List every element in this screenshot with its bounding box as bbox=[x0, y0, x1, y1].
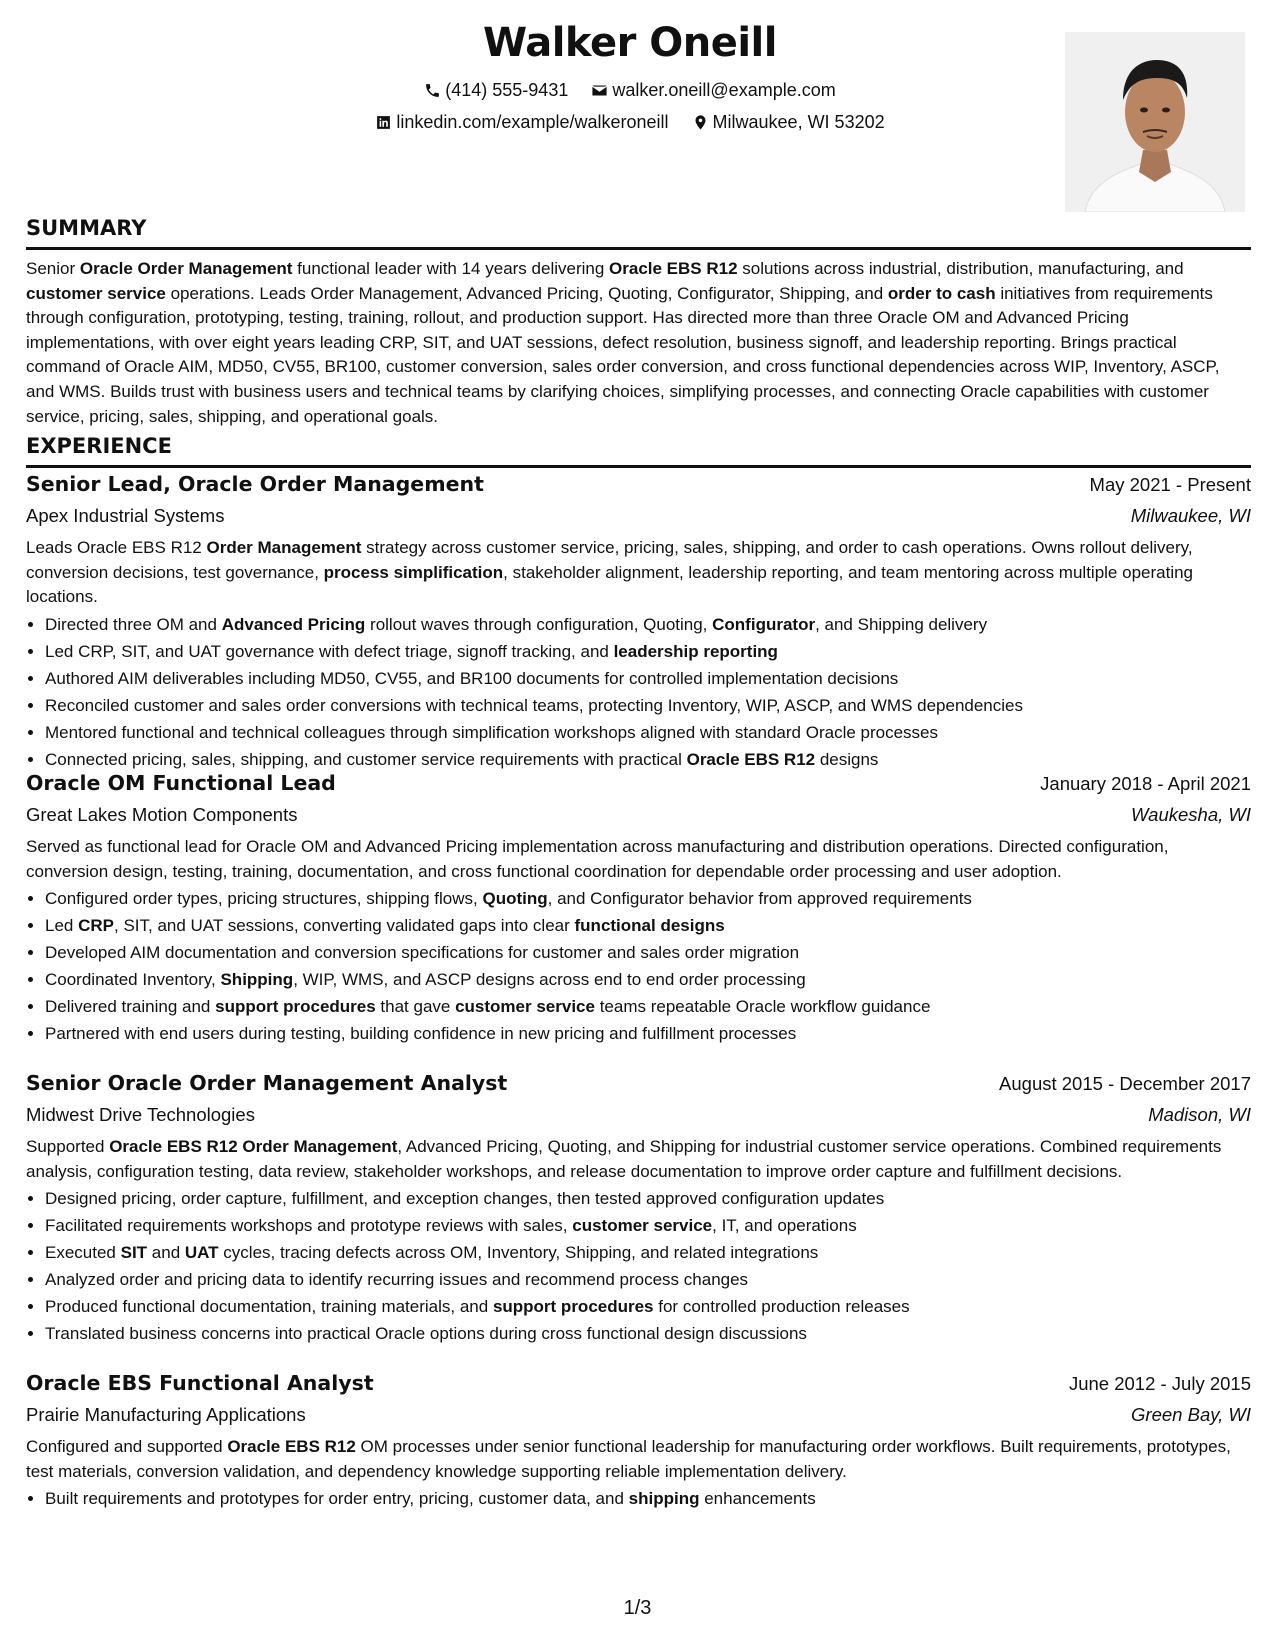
text-run: , and Shipping delivery bbox=[815, 614, 988, 634]
job-title: Oracle OM Functional Lead bbox=[26, 771, 336, 795]
bold-text: CRP bbox=[78, 916, 114, 936]
profile-photo bbox=[1065, 32, 1245, 212]
text-run: for controlled production releases bbox=[653, 1297, 910, 1317]
bullet-item bbox=[45, 1185, 1251, 1212]
job-bullets bbox=[26, 1185, 1251, 1347]
text-run: Led bbox=[45, 916, 79, 936]
job-location: Madison, WI bbox=[1148, 1104, 1251, 1125]
job-entry bbox=[26, 768, 1251, 1047]
bullet-item bbox=[45, 638, 1251, 665]
text-run: , and Configurator behavior from approved requirements bbox=[547, 889, 972, 909]
text-run: Mentored functional and technical colleagues through simplification workshops aligned with standard Oracle processes bbox=[45, 722, 938, 742]
bullet-item bbox=[45, 1293, 1251, 1320]
job-dates: August 2015 - December 2017 bbox=[999, 1073, 1251, 1094]
text-run: , IT, and operations bbox=[712, 1216, 857, 1236]
job-bullets bbox=[26, 885, 1251, 1047]
summary-text bbox=[26, 257, 1251, 429]
bold-text: Configurator bbox=[712, 614, 816, 634]
text-run: and bbox=[147, 1243, 185, 1263]
job-entry bbox=[26, 1368, 1251, 1512]
bullet-item bbox=[45, 611, 1251, 638]
bold-text: support procedures bbox=[492, 1297, 654, 1317]
text-run: rollout waves through configuration, Quoting, bbox=[365, 614, 713, 634]
bold-text: UAT bbox=[184, 1243, 219, 1263]
summary-section bbox=[26, 214, 1251, 429]
job-dates: May 2021 - Present bbox=[1089, 474, 1251, 495]
summary-heading: SUMMARY bbox=[26, 216, 147, 240]
bullet-item bbox=[45, 885, 1251, 912]
text-run: solutions across industrial, distribution, manufacturing, and bbox=[737, 259, 1184, 278]
text-run: Partnered with end users during testing, building confidence in new pricing and fulfillment processes bbox=[45, 1024, 797, 1044]
text-run: Developed AIM documentation and conversion specifications for customer and sales order migration bbox=[45, 943, 800, 963]
bold-text: Shipping bbox=[220, 970, 294, 990]
phone-icon bbox=[424, 82, 441, 99]
job-description bbox=[26, 1135, 1251, 1184]
text-run: Translated business concerns into practical Oracle options during cross functional design discussions bbox=[45, 1324, 807, 1344]
bold-text: shipping bbox=[628, 1489, 700, 1509]
job-description bbox=[26, 1435, 1251, 1484]
text-run: that gave bbox=[375, 997, 456, 1017]
bold-text: Oracle EBS R12 bbox=[227, 1437, 356, 1456]
text-run: Connected pricing, sales, shipping, and customer service requirements with practical bbox=[45, 749, 687, 769]
experience-heading: EXPERIENCE bbox=[26, 434, 172, 458]
portrait-image bbox=[1065, 32, 1245, 212]
text-run: Directed three OM and bbox=[45, 614, 222, 634]
bold-text: customer service bbox=[455, 997, 595, 1017]
candidate-name: Walker Oneill bbox=[483, 20, 777, 66]
job-location: Green Bay, WI bbox=[1131, 1404, 1251, 1425]
email-contact[interactable] bbox=[591, 80, 835, 101]
bold-text: support procedures bbox=[215, 997, 376, 1017]
text-run: Supported bbox=[26, 1137, 110, 1156]
bullet-item bbox=[45, 993, 1251, 1020]
text-run: Configured order types, pricing structures, shipping flows, bbox=[45, 889, 483, 909]
text-run: , WIP, WMS, and ASCP designs across end to end order processing bbox=[293, 970, 806, 990]
text-run: designs bbox=[815, 749, 879, 769]
job-bullets bbox=[26, 611, 1251, 773]
phone-contact[interactable] bbox=[424, 80, 568, 101]
bullet-item bbox=[45, 1320, 1251, 1347]
job-company: Apex Industrial Systems bbox=[26, 505, 225, 526]
job-title: Senior Lead, Oracle Order Management bbox=[26, 472, 484, 496]
text-run: Configured and supported bbox=[26, 1437, 228, 1456]
linkedin-text: linkedin.com/example/walkeroneill bbox=[396, 112, 669, 132]
text-run: Designed pricing, order capture, fulfillment, and exception changes, then tested approved configuration updates bbox=[45, 1189, 885, 1209]
text-run: operations. Leads Order Management, Advanced Pricing, Quoting, Configurator, Shipping, and bbox=[165, 283, 888, 303]
job-entry bbox=[26, 1068, 1251, 1347]
text-run: functional leader with 14 years delivering bbox=[292, 259, 610, 278]
location-contact bbox=[692, 112, 885, 133]
job-description bbox=[26, 835, 1251, 884]
job-description bbox=[26, 536, 1251, 610]
text-run: Analyzed order and pricing data to identify recurring issues and recommend process changes bbox=[45, 1270, 749, 1290]
envelope-icon bbox=[591, 82, 608, 99]
email-text: walker.oneill@example.com bbox=[612, 80, 836, 100]
job-dates: January 2018 - April 2021 bbox=[1040, 773, 1251, 794]
experience-divider bbox=[26, 465, 1251, 468]
text-run: Leads Oracle EBS R12 bbox=[26, 538, 207, 557]
bold-text: Advanced Pricing bbox=[221, 614, 366, 634]
text-run: Reconciled customer and sales order conversions with technical teams, protecting Inventory, WIP, ASCP, and WMS dependencies bbox=[45, 695, 1023, 715]
job-entry bbox=[26, 469, 1251, 773]
text-run: , SIT, and UAT sessions, converting validated gaps into clear bbox=[114, 916, 575, 936]
text-run: Led CRP, SIT, and UAT governance with defect triage, signoff tracking, and bbox=[45, 641, 614, 661]
bullet-item bbox=[45, 1485, 1251, 1512]
job-company: Great Lakes Motion Components bbox=[26, 804, 298, 825]
job-location: Milwaukee, WI bbox=[1130, 505, 1251, 526]
bold-text: Order Management bbox=[206, 538, 362, 557]
bullet-item bbox=[45, 1212, 1251, 1239]
bullet-item bbox=[45, 719, 1251, 746]
bold-text: Oracle EBS R12 Order Management bbox=[109, 1137, 398, 1156]
bullet-item bbox=[45, 1020, 1251, 1047]
location-text: Milwaukee, WI 53202 bbox=[712, 112, 885, 132]
bullet-item bbox=[45, 665, 1251, 692]
job-dates: June 2012 - July 2015 bbox=[1068, 1373, 1251, 1394]
job-bullets bbox=[26, 1485, 1251, 1512]
map-pin-icon bbox=[692, 114, 709, 131]
text-run: Facilitated requirements workshops and prototype reviews with sales, bbox=[45, 1216, 573, 1236]
bold-text: SIT bbox=[120, 1243, 148, 1263]
text-run: , Advanced Pricing, Quoting, and Shipping for industrial customer service operations. Combined requirements analysis, configuration testing, data review, stakeholder workshops, and release documentation to improve order capture and fulfillment decisions. bbox=[26, 1137, 1222, 1181]
text-run: Served as functional lead for Oracle OM and Advanced Pricing implementation across manufacturing and distribution operations. Directed configuration, conversion design, testing, training, documentation, and cross functional coordination for dependable order processing and user adoption. bbox=[26, 837, 1169, 881]
job-company: Prairie Manufacturing Applications bbox=[26, 1404, 306, 1425]
text-run: teams repeatable Oracle workflow guidance bbox=[594, 997, 931, 1017]
bold-text: customer service bbox=[572, 1216, 713, 1236]
text-run: initiatives from requirements through configuration, prototyping, testing, training, rollout, and production support. Has directed more than three Oracle OM and Advanced Pricing implementations, with over eight years leading CRP, SIT, and UAT sessions, defect resolution, business signoff, and leadership reporting. Brings practical command of Oracle AIM, MD50, CV55, BR100, customer conversion, sales order conversion, and cross functional dependencies across WIP, Inventory, ASCP, and WMS. Builds trust with business users and technical teams by clarifying choices, simplifying processes, and connecting Oracle capabilities with customer service, pricing, sales, shipping, and operational goals. bbox=[26, 283, 1220, 426]
experience-section bbox=[26, 432, 1251, 468]
phone-text: (414) 555-9431 bbox=[445, 80, 569, 100]
text-run: Senior bbox=[26, 259, 80, 278]
bold-text: functional designs bbox=[574, 916, 725, 936]
page-number: 1/3 bbox=[623, 1597, 652, 1619]
text-run: Executed bbox=[45, 1243, 121, 1263]
bold-text: Oracle EBS R12 bbox=[609, 259, 738, 278]
text-run: strategy across customer service, pricing, sales, shipping, and order to cash operations. Owns rollout delivery, conversion decisions, test governance, bbox=[26, 538, 1193, 582]
bold-text: order to cash bbox=[887, 283, 996, 303]
text-run: Produced functional documentation, training materials, and bbox=[45, 1297, 493, 1317]
text-run: Authored AIM deliverables including MD50, CV55, and BR100 documents for controlled implementation decisions bbox=[45, 668, 899, 688]
summary-divider bbox=[26, 247, 1251, 250]
text-run: , stakeholder alignment, leadership reporting, and team mentoring across multiple operating locations. bbox=[26, 562, 1193, 607]
text-run: Built requirements and prototypes for order entry, pricing, customer data, and bbox=[45, 1489, 629, 1509]
text-run: Coordinated Inventory, bbox=[45, 970, 221, 990]
bold-text: leadership reporting bbox=[613, 641, 778, 661]
bold-text: Oracle Order Management bbox=[79, 259, 293, 278]
job-location: Waukesha, WI bbox=[1131, 804, 1251, 825]
job-company: Midwest Drive Technologies bbox=[26, 1104, 255, 1125]
text-run: cycles, tracing defects across OM, Inventory, Shipping, and related integrations bbox=[218, 1243, 819, 1263]
bold-text: Oracle EBS R12 bbox=[686, 749, 816, 769]
bullet-item bbox=[45, 939, 1251, 966]
linkedin-icon bbox=[375, 114, 392, 131]
bullet-item bbox=[45, 912, 1251, 939]
bullet-item bbox=[45, 1266, 1251, 1293]
job-title: Oracle EBS Functional Analyst bbox=[26, 1371, 374, 1395]
text-run: OM processes under senior functional leadership for manufacturing order workflows. Built requirements, prototypes, test materials, conversion validation, and dependency knowledge supporting reliable implementation delivery. bbox=[26, 1437, 1231, 1481]
job-title: Senior Oracle Order Management Analyst bbox=[26, 1071, 508, 1095]
bullet-item bbox=[45, 966, 1251, 993]
bullet-item bbox=[45, 692, 1251, 719]
bold-text: Quoting bbox=[482, 889, 548, 909]
text-run: Delivered training and bbox=[45, 997, 216, 1017]
bold-text: customer service bbox=[26, 283, 166, 303]
text-run: enhancements bbox=[699, 1489, 816, 1509]
bold-text: process simplification bbox=[323, 562, 504, 582]
bullet-item bbox=[45, 1239, 1251, 1266]
linkedin-contact[interactable] bbox=[375, 112, 668, 133]
